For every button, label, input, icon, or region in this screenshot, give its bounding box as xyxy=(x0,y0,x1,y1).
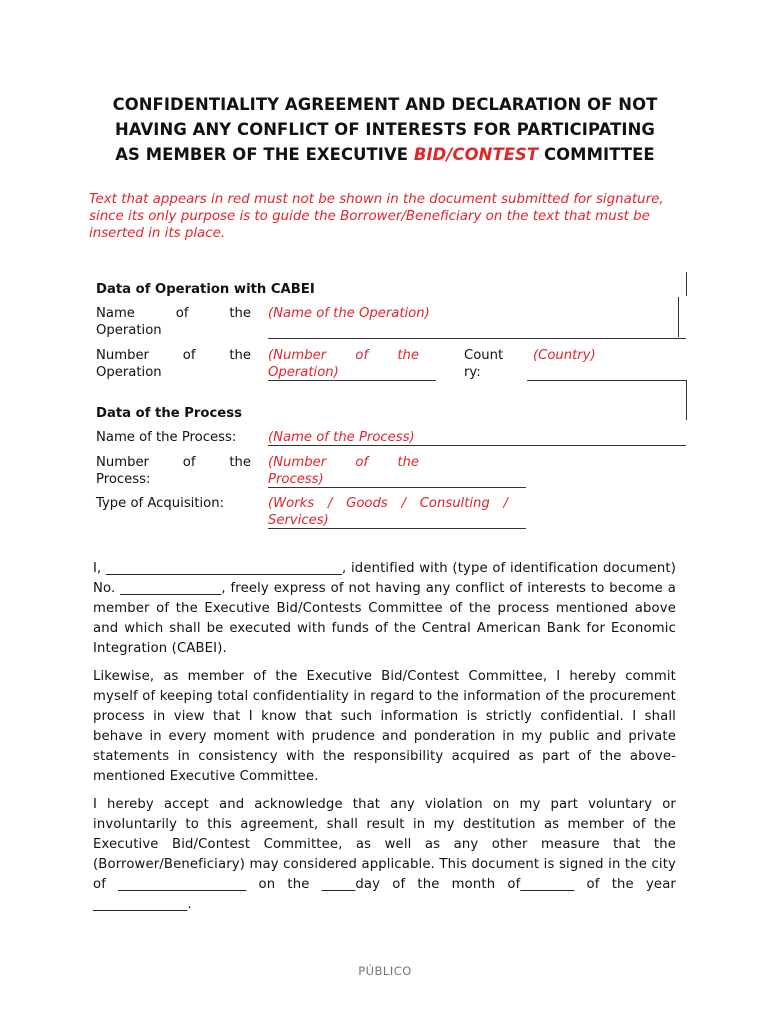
process-name-underline xyxy=(268,445,686,446)
table-border xyxy=(686,380,687,420)
title-line-1: CONFIDENTIALITY AGREEMENT AND DECLARATION OF NOT xyxy=(112,95,658,114)
title-line-3-prefix: AS MEMBER OF THE EXECUTIVE xyxy=(115,145,414,164)
country-label-line1: Count xyxy=(464,348,504,363)
process-name-value: (Name of the Process) xyxy=(268,430,415,445)
declaration-paragraph: I, ___________________________________, identified with (type of identification document) No. _______________, freely express of not having any conflict of interests to become a member of the Executive Bid/Contests Committee of the process mentioned above and which shall be executed with funds of the Central American Bank for Economic Integration (CABEI). xyxy=(93,561,676,656)
acquisition-type-label: Type of Acquisition: xyxy=(96,496,225,511)
acquisition-type-value-line2: Services) xyxy=(268,513,329,528)
document-title xyxy=(70,92,700,167)
operation-number-underline xyxy=(268,380,436,381)
title-line-3 xyxy=(70,142,700,167)
operation-name-label-line2: Operation xyxy=(96,323,162,338)
operation-name-value: (Name of the Operation) xyxy=(268,306,430,321)
title-line-3-suffix: COMMITTEE xyxy=(538,145,655,164)
acquisition-type-underline xyxy=(268,528,526,529)
country-underline xyxy=(527,380,686,381)
title-placeholder-bid-contest: BID/CONTEST xyxy=(413,145,539,164)
operation-number-value-line1: (Number of the xyxy=(268,348,419,363)
operation-name-underline xyxy=(268,338,686,339)
process-number-label-line1: Number of the xyxy=(96,455,251,470)
title-line-2: HAVING ANY CONFLICT OF INTERESTS FOR PARTICIPATING xyxy=(115,120,655,139)
process-number-value-line1: (Number of the xyxy=(268,455,419,470)
operation-number-label-line1: Number of the xyxy=(96,348,251,363)
classification-footer: PÚBLICO xyxy=(358,964,412,978)
process-number-underline xyxy=(268,487,526,488)
acknowledgement-paragraph: I hereby accept and acknowledge that any violation on my part voluntary or involuntarily to this agreement, shall result in my destitution as member of the Executive Bid/Contest Committee, as well as any other measure that the (Borrower/Beneficiary) may considered applicable. This document is signed in the city of ___________________ on the _____day of the month of________ of the year ______________. xyxy=(93,797,676,912)
country-value: (Country) xyxy=(533,348,596,363)
operation-name-label-line1: Name of the xyxy=(96,306,251,321)
process-number-value-line2: Process) xyxy=(268,472,324,487)
guidance-note: Text that appears in red must not be shown in the document submitted for signature, since its only purpose is to guide the Borrower/Beneficiary on the text that must be inserted in its place. xyxy=(89,192,664,241)
process-section-heading: Data of the Process xyxy=(96,406,242,421)
operation-section-heading: Data of Operation with CABEI xyxy=(96,282,315,297)
process-name-label: Name of the Process: xyxy=(96,430,237,445)
acquisition-type-value-line1: (Works / Goods / Consulting / xyxy=(268,496,508,511)
operation-number-value-line2: Operation) xyxy=(268,365,339,380)
process-number-label-line2: Process: xyxy=(96,472,151,487)
table-border xyxy=(678,297,679,337)
confidentiality-paragraph: Likewise, as member of the Executive Bid/Contest Committee, I hereby commit myself of keeping total confidentiality in regard to the information of the procurement process in view that I know that such information is strictly confidential. I shall behave in every moment with prudence and ponderation in my public and private statements in consistency with the responsibility acquired as part of the above-mentioned Executive Committee. xyxy=(93,669,676,784)
operation-number-label-line2: Operation xyxy=(96,365,162,380)
table-border xyxy=(686,272,687,296)
country-label-line2: ry: xyxy=(464,365,481,380)
